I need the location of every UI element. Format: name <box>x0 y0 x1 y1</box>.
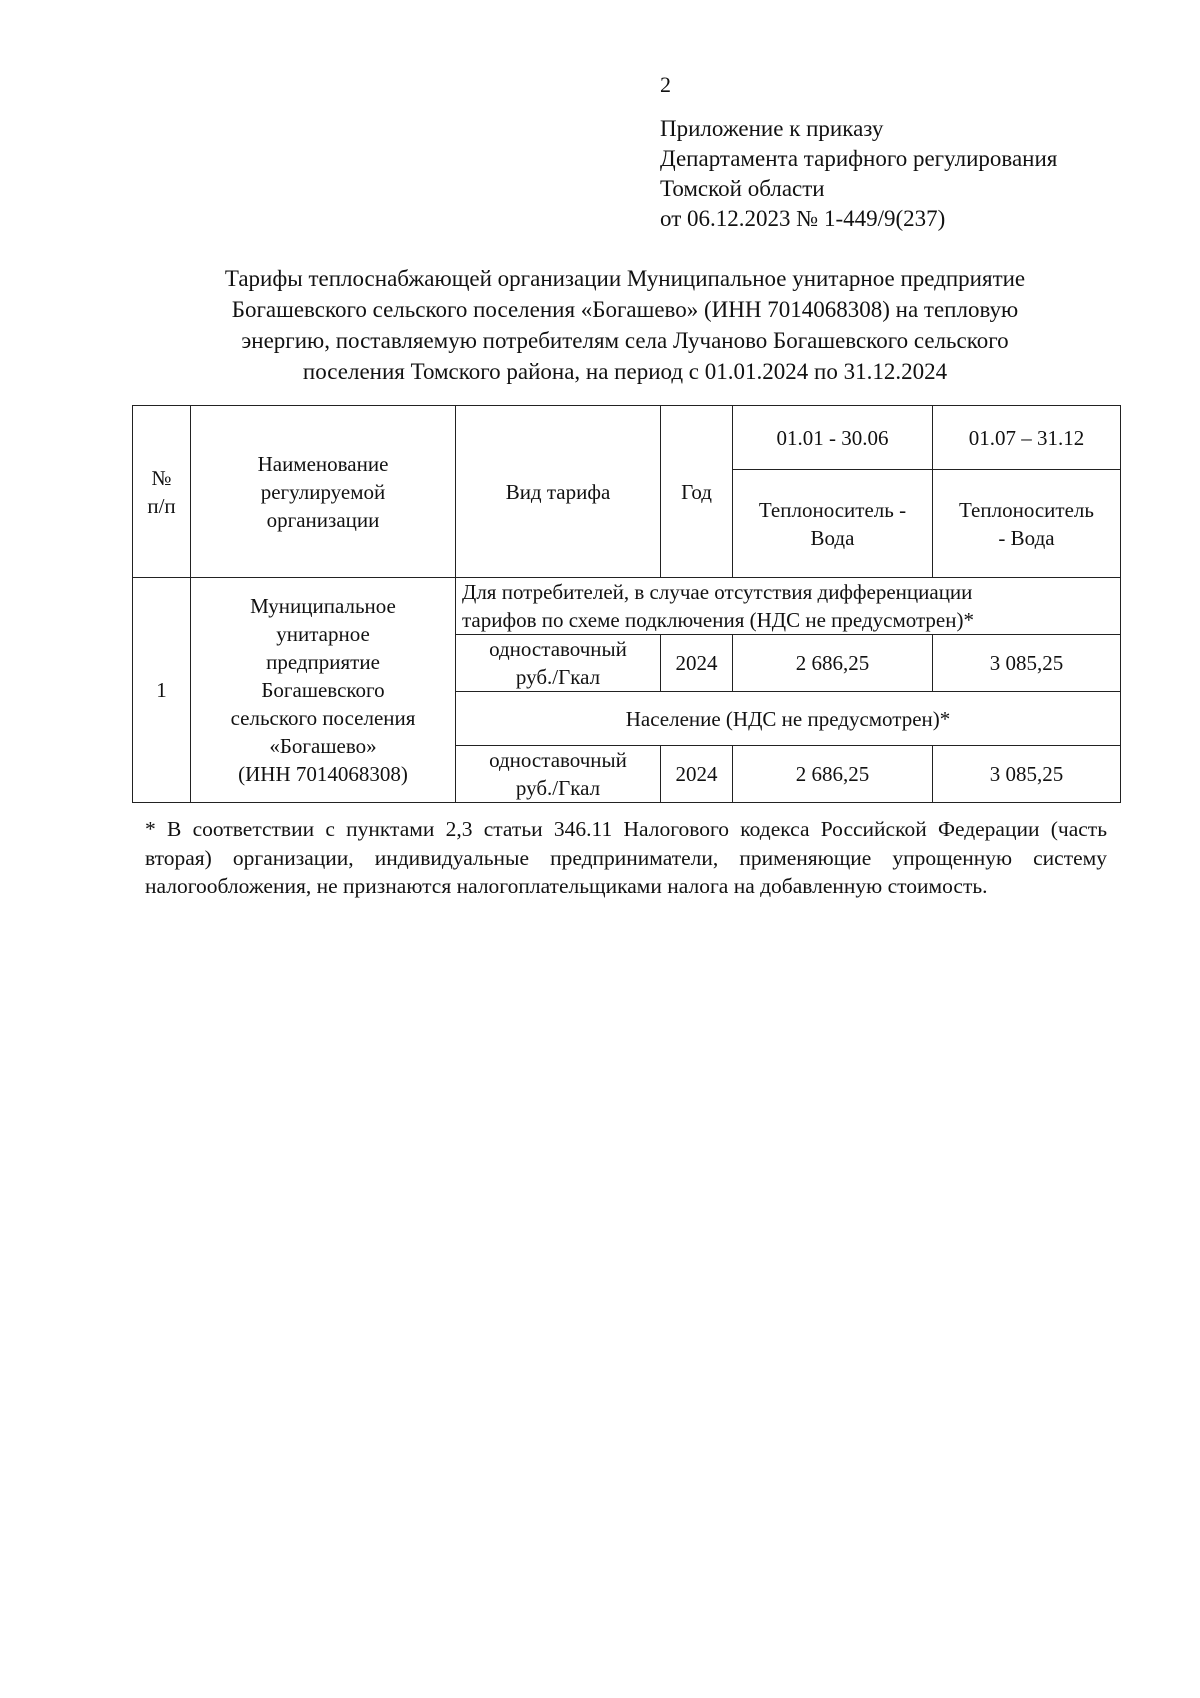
header-period-1: 01.01 - 30.06 <box>733 406 933 470</box>
tariff-value-cell: 2 686,25 <box>733 635 933 692</box>
tariff-type-cell: одноставочный руб./Гкал <box>456 746 661 803</box>
tariff-value-cell: 2 686,25 <box>733 746 933 803</box>
organization-name: Муниципальное унитарное предприятие Богашевского сельского поселения «Богашево» (ИНН 7014068308) <box>191 578 456 803</box>
table-row <box>133 578 1121 635</box>
footnote: * В соответствии с пунктами 2,3 статьи 346.11 Налогового кодекса Российской Федерации (часть вторая) организации, индивидуальные предприниматели, применяющие упрощенную систему налогообложения, не признаются налогоплательщиками налога на добавленную стоимость. <box>145 817 1107 898</box>
header-tariff-type: Вид тарифа <box>456 406 661 578</box>
appendix-header <box>660 114 1057 234</box>
appendix-line: Департамента тарифного регулирования <box>660 146 1058 171</box>
document-title <box>130 263 1120 387</box>
tariff-table <box>132 405 1121 803</box>
header-period-2: 01.07 – 31.12 <box>933 406 1121 470</box>
section-label-population: Население (НДС не предусмотрен)* <box>456 692 1121 746</box>
tariff-type-cell: одноставочный руб./Гкал <box>456 635 661 692</box>
header-carrier-2: Теплоноситель - Вода <box>933 470 1121 578</box>
title-line: Тарифы теплоснабжающей организации Муниципальное унитарное предприятие <box>224 266 1026 291</box>
appendix-line: Приложение к приказу <box>660 116 884 141</box>
tariff-value-cell: 3 085,25 <box>933 746 1121 803</box>
row-number: 1 <box>133 578 191 803</box>
title-line: Богашевского сельского поселения «Богашево» (ИНН 7014068308) на тепловую <box>231 297 1019 322</box>
header-organization: Наименование регулируемой организации <box>191 406 456 578</box>
tariff-value-cell: 3 085,25 <box>933 635 1121 692</box>
table-header-row <box>133 406 1121 470</box>
appendix-order-number: от 06.12.2023 № 1-449/9(237) <box>660 206 946 231</box>
title-line: поселения Томского района, на период с 01.01.2024 по 31.12.2024 <box>302 359 948 384</box>
page-number: 2 <box>660 72 671 97</box>
year-cell: 2024 <box>661 746 733 803</box>
header-number: № п/п <box>133 406 191 578</box>
header-carrier-1: Теплоноситель - Вода <box>733 470 933 578</box>
appendix-line: Томской области <box>660 176 825 201</box>
title-line: энергию, поставляемую потребителям села Лучаново Богашевского сельского <box>241 328 1009 353</box>
year-cell: 2024 <box>661 635 733 692</box>
header-year: Год <box>661 406 733 578</box>
section-label-consumers: Для потребителей, в случае отсутствия дифференциации тарифов по схеме подключения (НДС не предусмотрен)* <box>456 578 1121 635</box>
